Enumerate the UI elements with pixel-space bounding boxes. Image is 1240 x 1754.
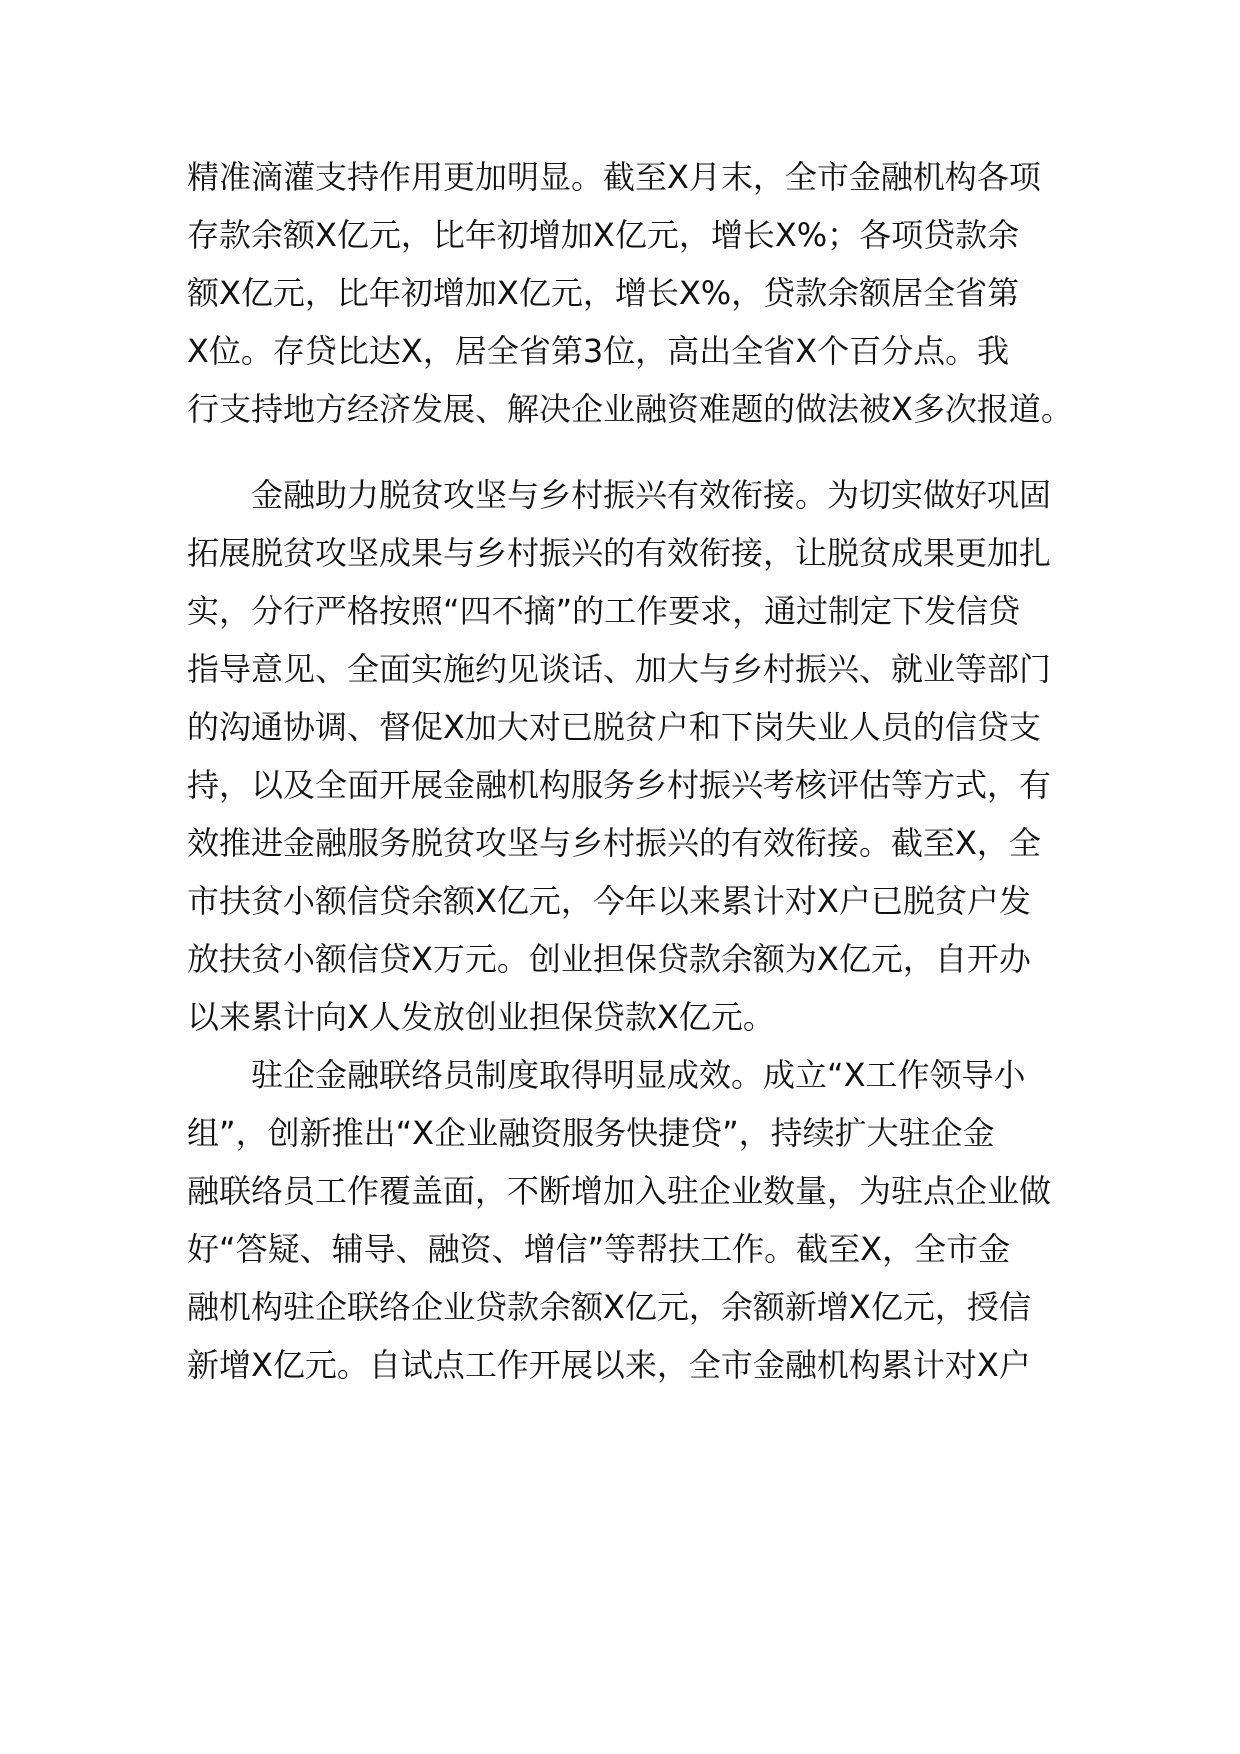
paragraph-line: 驻企金融联络员制度取得明显成效。成立“X工作领导小 — [251, 1056, 1026, 1094]
paragraph-line: 效推进金融服务脱贫攻坚与乡村振兴的有效衔接。截至X，全 — [187, 824, 1041, 862]
paragraph-line: 拓展脱贫攻坚成果与乡村振兴的有效衔接，让脱贫成果更加扎 — [187, 534, 1052, 572]
paragraph-line: 市扶贫小额信贷余额X亿元，今年以来累计对X户已脱贫户发 — [187, 882, 1031, 920]
paragraph-line: 的沟通协调、督促X加大对已脱贫户和下岗失业人员的信贷支 — [187, 708, 1041, 746]
paragraph-line: 精准滴灌支持作用更加明显。截至X月末，全市金融机构各项 — [187, 158, 1041, 196]
paragraph-line: 额X亿元，比年初增加X亿元，增长X%，贷款余额居全省第 — [187, 274, 1020, 312]
paragraph-line: 存款余额X亿元，比年初增加X亿元，增长X%；各项贷款余 — [187, 216, 1020, 254]
paragraph-line: 新增X亿元。自试点工作开展以来，全市金融机构累计对X户 — [187, 1346, 1031, 1384]
paragraph-line: 好“答疑、辅导、融资、增信”等帮扶工作。截至X，全市金 — [187, 1230, 1011, 1268]
paragraph-line: 融机构驻企联络企业贷款余额X亿元，余额新增X亿元，授信 — [187, 1288, 1031, 1326]
paragraph-line: X位。存贷比达X，居全省第3位，高出全省X个百分点。我 — [187, 332, 1010, 370]
paragraph-line: 指导意见、全面实施约见谈话、加大与乡村振兴、就业等部门 — [187, 650, 1052, 688]
paragraph-line: 融联络员工作覆盖面，不断增加入驻企业数量，为驻点企业做 — [187, 1172, 1052, 1210]
paragraph-line: 放扶贫小额信贷X万元。创业担保贷款余额为X亿元，自开办 — [187, 940, 1031, 978]
paragraph-line: 持，以及全面开展金融机构服务乡村振兴考核评估等方式，有 — [187, 766, 1052, 804]
paragraph-line: 金融助力脱贫攻坚与乡村振兴有效衔接。为切实做好巩固 — [251, 476, 1052, 514]
paragraph-line: 行支持地方经济发展、解决企业融资难题的做法被X多次报道。 — [187, 390, 1073, 428]
paragraph-line: 以来累计向X人发放创业担保贷款X亿元。 — [187, 998, 775, 1036]
paragraph-line: 组”，创新推出“X企业融资服务快捷贷”，持续扩大驻企金 — [187, 1114, 995, 1152]
paragraph-line: 实，分行严格按照“四不摘”的工作要求，通过制定下发信贷 — [187, 592, 1021, 630]
